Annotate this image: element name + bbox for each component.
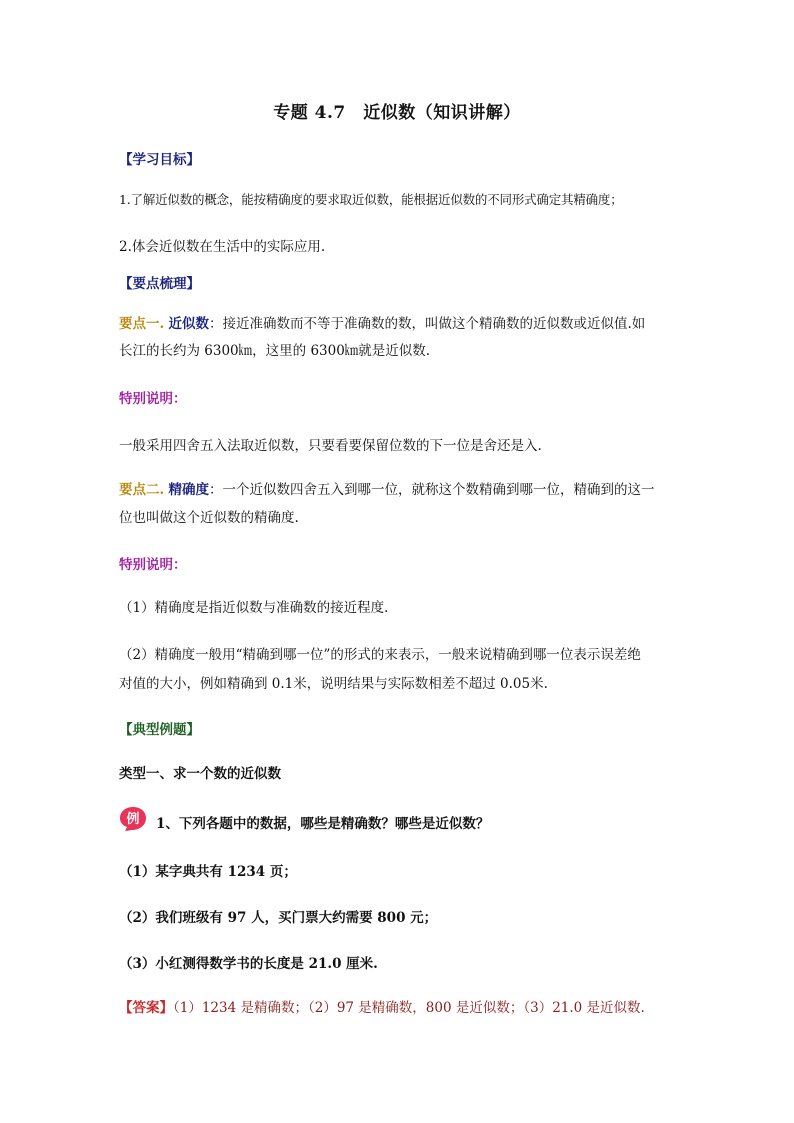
- example-badge-text: 例: [126, 812, 140, 827]
- section-key-points: 【要点梳理】: [119, 276, 200, 292]
- key-point-2-continued: 位也叫做这个近似数的精确度.: [119, 510, 299, 526]
- special-note-label-2: 特别说明：: [119, 557, 187, 573]
- note-2-item-2: （2）精确度一般用“精确到哪一位”的形式的来表示，一般来说精确到哪一位表示误差绝: [119, 647, 641, 663]
- key-point-1-continued: 长江的长约为 6300㎞，这里的 6300㎞就是近似数.: [119, 343, 431, 359]
- goal-item-2: 2.体会近似数在生活中的实际应用.: [119, 239, 326, 255]
- example-badge-icon: [119, 806, 147, 832]
- key-point-2: [119, 480, 679, 500]
- page-title: 专题 4.7 近似数（知识讲解）: [273, 103, 521, 123]
- section-typical-examples: 【典型例题】: [119, 722, 200, 738]
- example-1-question: 1、下列各题中的数据，哪些是精确数？哪些是近似数？: [156, 816, 490, 832]
- key-point-2-text: ：一个近似数四舍五入到哪一位，就称这个数精确到哪一位，精确到的这一: [209, 482, 655, 498]
- special-note-label: 特别说明：: [119, 391, 187, 407]
- key-point-1: [119, 314, 679, 334]
- special-note-1-text: 一般采用四舍五入法取近似数，只要看要保留位数的下一位是舍还是入.: [119, 438, 542, 454]
- answer-text: （1）1234 是精确数；（2）97 是精确数，800 是近似数；（3）21.0 是近似数.: [173, 1000, 645, 1016]
- key-point-1-keyword: 近似数: [168, 316, 209, 332]
- answer-tag: 【答案】: [119, 1000, 173, 1016]
- type-1-heading: 类型一、求一个数的近似数: [119, 766, 281, 782]
- key-point-1-text: ：接近准确数而不等于准确数的数，叫做这个精确数的近似数或近似值.如: [209, 316, 646, 332]
- note-2-item-1: （1）精确度是指近似数与准确数的接近程度.: [119, 600, 389, 616]
- key-point-1-label: 要点一.: [119, 316, 165, 332]
- example-1-part-2: （2）我们班级有 97 人，买门票大约需要 800 元；: [119, 910, 438, 926]
- note-2-item-2-continued: 对值的大小，例如精确到 0.1米，说明结果与实际数相差不超过 0.05米.: [119, 676, 548, 692]
- example-1-answer: [119, 998, 679, 1018]
- key-point-2-label: 要点二.: [119, 482, 165, 498]
- section-learning-goals: 【学习目标】: [119, 152, 200, 168]
- key-point-2-keyword: 精确度: [168, 482, 209, 498]
- goal-item-1: 1.了解近似数的概念，能按精确度的要求取近似数，能根据近似数的不同形式确定其精确度；: [119, 192, 623, 207]
- example-1-part-3: （3）小红测得数学书的长度是 21.0 厘米.: [119, 956, 378, 972]
- example-1-part-1: （1）某字典共有 1234 页；: [119, 864, 297, 880]
